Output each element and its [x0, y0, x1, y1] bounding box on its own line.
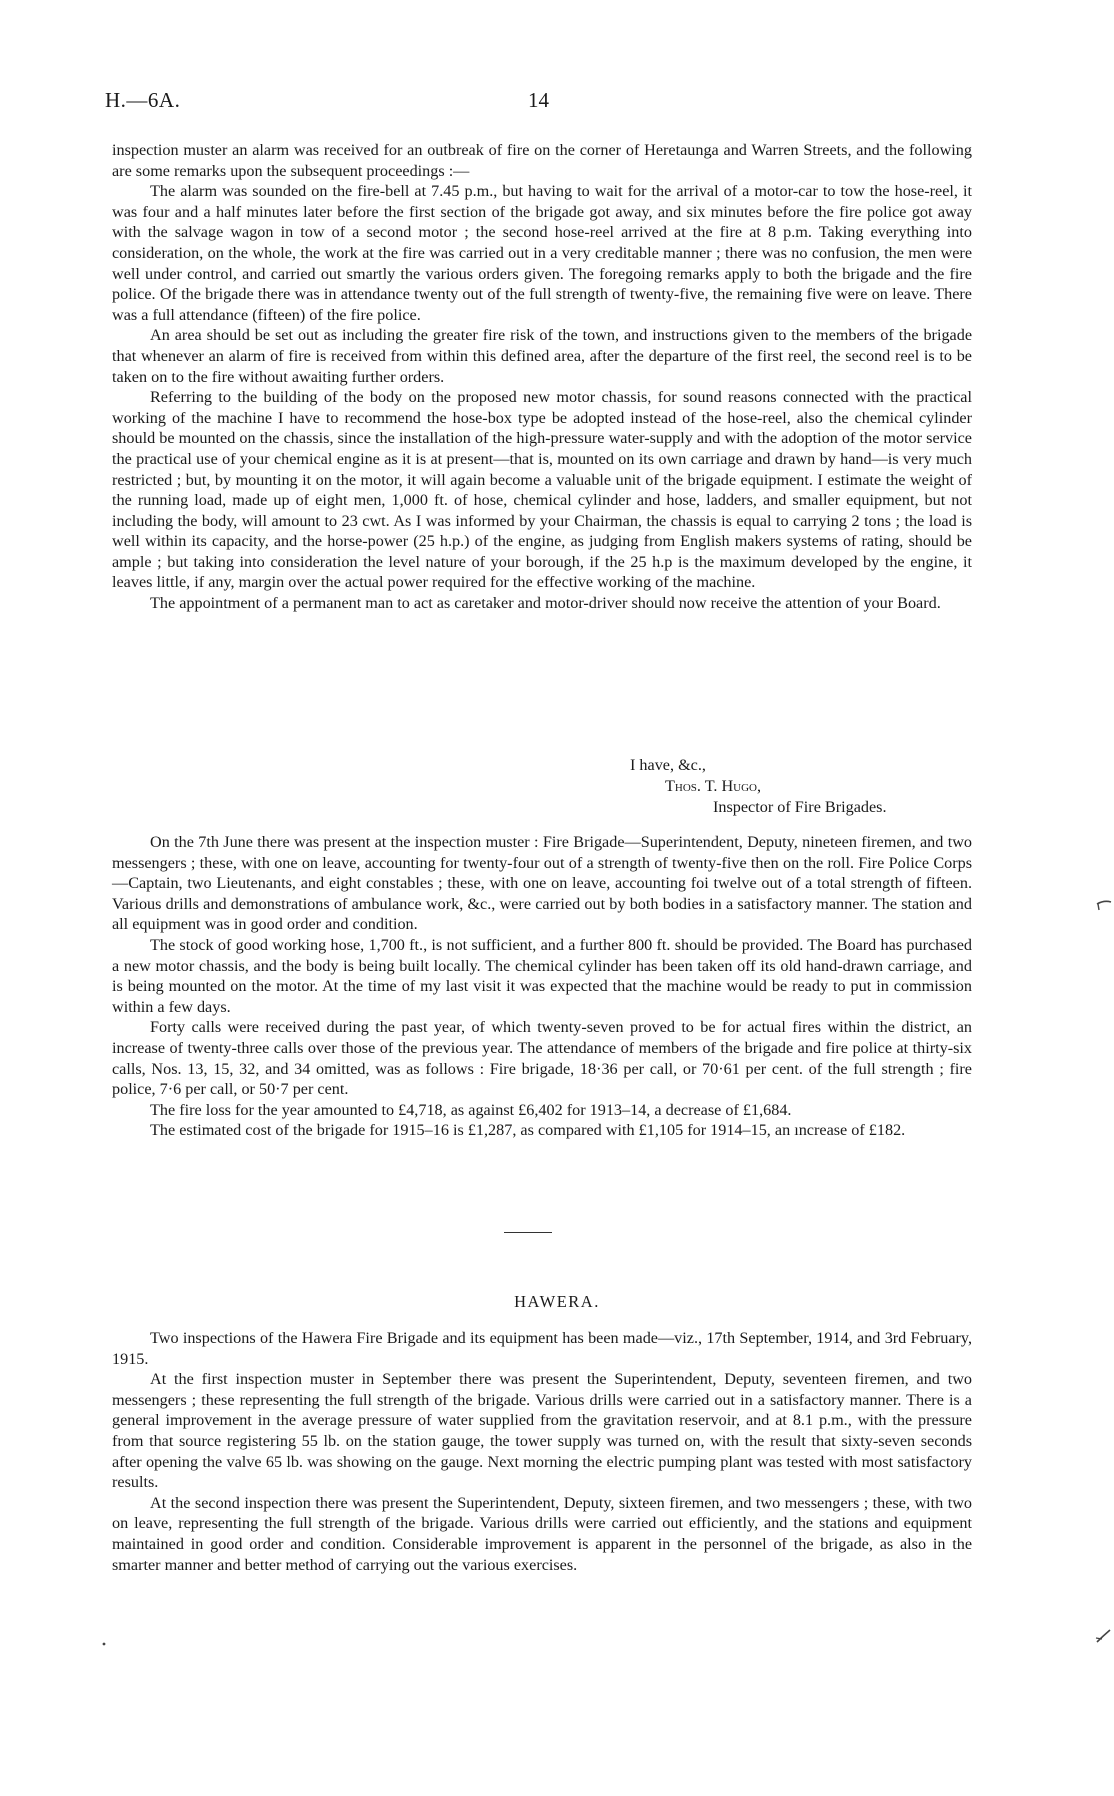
paragraph: The appointment of a permanent man to act as caretaker and motor-driver should now receive the attention of your Board. [150, 594, 941, 613]
report-reference: H.—6A. [105, 88, 181, 112]
margin-dot-icon [100, 1640, 108, 1648]
paragraph: At the first inspection muster in September there was present the Superintendent, Deputy, seventeen firemen, and two messengers ; these representing the full strength of the brigade. Various drills were carried out in a satisfactory manner. There is a general improvement in the average pressure of water supplied from the gravitation reservoir, and at 8.1 p.m., with the pressure from that source registering 55 lb. on the station gauge, the tower supply was turned on, with the result that sixty-seven seconds after opening the valve 65 lb. was showing on the gauge. Next morning the electric pumping plant was tested with most satisfactory results. [112, 1370, 972, 1492]
page-number: 14 [528, 88, 549, 112]
paragraph: On the 7th June there was present at the inspection muster : Fire Brigade—Superintendent, Deputy, nineteen firemen, and two messengers ; these, with one on leave, accounting for twenty-four out of a strength of twenty-five then on the roll. Fire Police Corps—Captain, two Lieutenants, and eight constables ; these, with one on leave, accounting foi twelve out of a total strength of fifteen. Various drills and demonstrations of ambulance work, &c., were carried out by both bodies in a satisfactory manner. The station and all equipment was in good order and condition. [112, 833, 972, 934]
section-inspection-report [112, 140, 972, 614]
paragraph: At the second inspection there was present the Superintendent, Deputy, sixteen firemen, and two messengers ; these, with two on leave, representing the full strength of the brigade. Various drills were carried out efficiently, and the stations and equipment maintained in good order and condition. Considerable improvement is apparent in the personnel of the brigade, as also in the smarter manner and better method of carrying out the various exercises. [112, 1493, 972, 1574]
margin-mark-icon [1094, 1626, 1112, 1646]
paragraph: The estimated cost of the brigade for 1915–16 is £1,287, as compared with £1,105 for 1914–15, an ıncrease of £182. [150, 1121, 906, 1140]
paragraph: Two inspections of the Hawera Fire Brigade and its equipment has been made—viz., 17th September, 1914, and 3rd February, 1915. [112, 1329, 972, 1368]
paragraph: The alarm was sounded on the fire-bell at 7.45 p.m., but having to wait for the arrival of a motor-car to tow the hose-reel, it was four and a half minutes later before the first section of the brigade got away, and six minutes before the fire police got away with the salvage wagon in tow of a second motor ; the second hose-reel arrived at the fire at 8 p.m. Taking everything into consideration, on the whole, the work at the fire was carried out in a very creditable manner ; there was no confusion, the men were well under control, and carried out smartly the various orders given. The foregoing remarks apply to both the brigade and the fire police. Of the brigade there was in attendance twenty out of the full strength of twenty-five, the remaining five were on leave. There was a full attendance (fifteen) of the fire police. [112, 182, 972, 324]
section-heading-hawera: HAWERA. [514, 1292, 600, 1311]
margin-mark-icon [1096, 898, 1112, 912]
paragraph: The stock of good working hose, 1,700 ft., is not sufficient, and a further 800 ft. should be provided. The Board has purchased a new motor chassis, and the body is being built locally. The chemical cylinder has been taken off its old hand-drawn carriage, and is being mounted on the motor. At the time of my last visit it was expected that the machine would be ready to put in commission within a few days. [112, 935, 972, 1016]
paragraph: An area should be set out as including the greater fire risk of the town, and instructions given to the members of the brigade that whenever an alarm of fire is received from within this defined area, after the departure of the first reel, the second reel is to be taken on to the fire without awaiting further orders. [112, 326, 972, 386]
section-divider [504, 1232, 552, 1233]
paragraph: Forty calls were received during the past year, of which twenty-seven proved to be for actual fires within the district, an increase of twenty-three calls over those of the previous year. The attendance of members of the brigade and fire police at thirty-six calls, Nos. 13, 15, 32, and 34 omitted, was as follows : Fire brigade, 18·36 per call, or 70·61 per cent. of the full strength ; fire police, 7·6 per call, or 50·7 per cent. [112, 1018, 972, 1099]
paragraph: The fire loss for the year amounted to £4,718, as against £6,402 for 1913–14, a decrease of £1,684. [150, 1100, 792, 1119]
signatory-title: Inspector of Fire Brigades. [713, 798, 887, 816]
paragraph: inspection muster an alarm was received for an outbreak of fire on the corner of Heretaunga and Warren Streets, and the following are some remarks upon the subsequent proceedings :— [112, 141, 972, 180]
paragraph: Referring to the building of the body on the proposed new motor chassis, for sound reasons connected with the practical working of the machine I have to recommend the hose-box type be adopted instead of the hose-reel, also the chemical cylinder should be mounted on the chassis, since the installation of the high-pressure water-supply and with the adoption of the motor service the practical use of your chemical engine as it is at present—that is, mounted on its own carriage and drawn by hand—is very much restricted ; but, by mounting it on the motor, it will again become a valuable unit of the brigade equipment. I estimate the weight of the running load, made up of eight men, 1,000 ft. of hose, chemical cylinder and hose, ladders, and smaller equipment, but not including the body, will amount to 23 cwt. As I was informed by your Chairman, the chassis is equal to carrying 2 tons ; the load is well within its capacity, and the horse-power (25 h.p.) of the engine, as judging from English makers systems of rating, should be ample ; but taking into consideration the level nature of your borough, if the 25 h.p is the maximum developed by the engine, it leaves little, if any, margin over the actual power required for the effective working of the machine. [112, 388, 972, 592]
section-june-inspection [112, 832, 972, 1141]
section-hawera [112, 1328, 972, 1575]
signatory-name: Thos. T. Hugo, [665, 777, 762, 795]
letter-closing: I have, &c., [630, 756, 706, 774]
